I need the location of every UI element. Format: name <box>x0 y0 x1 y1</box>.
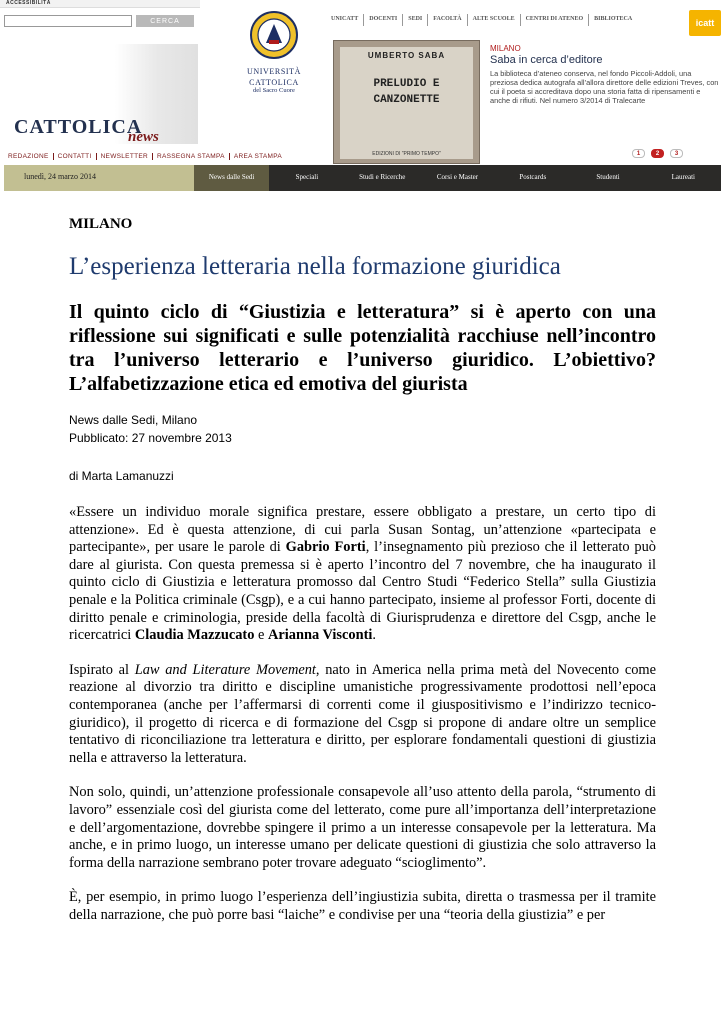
link-area-stampa[interactable]: AREA STAMPA <box>233 152 283 160</box>
site-header <box>0 0 725 192</box>
nav-speciali[interactable]: Speciali <box>295 173 319 181</box>
search-input[interactable] <box>4 15 132 27</box>
law-and-literature-movement: Law and Literature Movement <box>134 661 316 678</box>
accessibility-bar[interactable] <box>0 0 200 8</box>
date-bar <box>4 165 194 191</box>
feature-pager <box>632 149 683 158</box>
article-published-date: Pubblicato: 27 novembre 2013 <box>69 431 232 445</box>
top-navigation <box>326 14 637 26</box>
top-nav-alte-scuole[interactable]: ALTE SCUOLE <box>467 14 520 26</box>
logo-line-1: UNIVERSITÀ <box>247 67 301 76</box>
feature-title[interactable]: Saba in cerca d’editore <box>490 54 603 66</box>
top-nav-facolta[interactable]: FACOLTÀ <box>427 14 466 26</box>
p1-text-c: , l’insegnamento più prezioso che il letterato può dare al giurista. Con questa premessa si è aperto l’incontro del 7 novembre, che ha inaugurato il quinto ciclo di Giustizia e letteratura promosso dal Centro Studi “Federico Stella” sulla Giustizia penale e la Politica criminale (Csgp), e a cui hanno partecipato, insieme al professor Forti, docente di diritto penale e criminologia, preside della facoltà di Giurisprudenza e direttore del Csgp, anche le ricercatrici <box>69 539 656 644</box>
current-date: lunedì, 24 marzo 2014 <box>24 172 96 181</box>
person-arianna-visconti: Arianna Visconti <box>268 627 373 644</box>
link-rassegna-stampa[interactable]: RASSEGNA STAMPA <box>153 153 230 160</box>
icatt-button[interactable]: icatt <box>689 10 721 36</box>
nav-studenti[interactable]: Studenti <box>596 173 620 181</box>
book-cover <box>340 47 473 159</box>
link-redazione[interactable]: REDAZIONE <box>4 153 54 160</box>
article-subtitle: Il quinto ciclo di “Giustizia e letteratura” si è aperto con una riflessione sui significati e sulle potenzialità racchiuse nell’incontro tra l’universo letterario e l’universo giuridico. L’obiettivo? L’alfabetizzazione etica ed emotiva del giurista <box>69 301 656 395</box>
feature-image[interactable] <box>333 40 480 164</box>
link-contatti[interactable]: CONTATTI <box>54 153 97 160</box>
logo-line-3: del Sacro Cuore <box>253 87 295 94</box>
article-paragraph-2 <box>69 662 656 768</box>
nav-corsi-e-master[interactable]: Corsi e Master <box>436 173 479 181</box>
p1-text-g: . <box>372 627 376 644</box>
logo-line-2: CATTOLICA <box>249 78 299 87</box>
accessibility-link[interactable]: ACCESSIBILITÀ <box>6 0 51 6</box>
main-navigation <box>194 165 721 191</box>
nav-postcards[interactable]: Postcards <box>519 173 547 181</box>
top-nav-centri-di-ateneo[interactable]: CENTRI DI ATENEO <box>520 14 589 26</box>
feature-teaser <box>490 44 720 105</box>
p1-text-a: «Essere un individuo morale significa prestare, essere obbligato a prestare, un certo tipo di attenzione». Ed è questa attenzione, di cui parla Susan Sontag, un’attenzione «partecipata e partecipante», per usare le parole di <box>69 504 656 556</box>
feature-body: La biblioteca d’ateneo conserva, nel fondo Piccoli-Addoli, una preziosa dedica autografa all’allora direttore delle edizioni Treves, con cui il poeta si accreditava dopo una storia fatta di ripensamenti e anche di rifiuti. Nel numero 3/2014 di Tralecarte <box>490 69 719 105</box>
p2-text-a: Ispirato al <box>69 661 135 678</box>
person-claudia-mazzucato: Claudia Mazzucato <box>134 627 255 644</box>
article-byline: di Marta Lamanuzzi <box>69 469 174 483</box>
cattolica-news-brand[interactable] <box>14 116 204 152</box>
brand-accent: news <box>128 129 159 145</box>
brand-main: CATTOLICA <box>14 116 143 138</box>
top-nav-unicatt[interactable]: UNICATT <box>331 16 359 22</box>
article-city: MILANO <box>69 216 133 232</box>
article-headline: L’esperienza letteraria nella formazione giuridica <box>69 253 561 280</box>
top-nav-docenti[interactable]: DOCENTI <box>363 14 402 26</box>
article-source: News dalle Sedi, Milano <box>69 413 198 427</box>
service-links <box>4 150 334 162</box>
feature-city: MILANO <box>490 44 521 53</box>
nav-news-dalle-sedi[interactable]: News dalle Sedi <box>194 165 269 191</box>
top-nav-sedi[interactable]: SEDI <box>402 14 427 26</box>
nav-studi-e-ricerche[interactable]: Studi e Ricerche <box>359 173 406 181</box>
top-nav-biblioteca[interactable]: BIBLIOTECA <box>588 14 637 26</box>
p2-text-c: , nato in America nella prima metà del Novecento come reazione al divorzio tra diritto e discipline umanistiche progressivamente prodottosi nell’epoca contemporanea (anche per l’affermarsi di correnti come il giuspositivismo e l’indirizzo tecnico-giuridico), il progetto di ricerca e di formazione del Csgp si propone di andare oltre un semplice tentativo di riconciliazione tra letteratura e diritto, per esplorare fondamentali questioni di giustizia nella e attraverso la letteratura. <box>69 661 656 766</box>
university-crest-icon <box>247 10 301 60</box>
article-paragraph-1 <box>69 504 656 645</box>
university-logo[interactable] <box>226 10 322 100</box>
pager-2[interactable]: 2 <box>651 149 664 158</box>
link-newsletter[interactable]: NEWSLETTER <box>97 153 153 160</box>
p1-text-e: e <box>254 627 269 644</box>
person-gabrio-forti: Gabrio Forti <box>285 539 366 556</box>
pager-1[interactable]: 1 <box>632 149 645 158</box>
pager-3[interactable]: 3 <box>670 149 683 158</box>
article-paragraph-3: Non solo, quindi, un’attenzione professionale consapevole all’uso attento della parola, “strumento di lavoro” essenziale così del giurista come del letterato, come pure all’importanza dell’interpretazione e dell’argomentazione, dovrebbe spingere il primo a un interesse consapevole per la letteratura. Ma anche, e in primo luogo, un interesse umano per delicate questioni di giustizia che solo attraverso la forma della narrazione sembrano poter trovare adeguato “scioglimento”. <box>69 784 656 871</box>
book-author: UMBERTO SABA <box>367 51 446 60</box>
search-button[interactable]: CERCA <box>136 15 194 27</box>
book-publisher: EDIZIONI DI "PRIMO TEMPO" <box>372 151 441 157</box>
article <box>69 216 656 924</box>
article-paragraph-4: È, per esempio, in primo luogo l’esperienza dell’ingiustizia subita, diretta o trasmessa per il tramite della narrazione, che può porre basi “laiche” e condivise per una “teoria della giustizia” e per <box>69 889 656 923</box>
nav-laureati[interactable]: Laureati <box>671 173 695 181</box>
book-title-line-1: PRELUDIO E <box>373 78 440 90</box>
book-title-line-2: CANZONETTE <box>373 94 440 106</box>
